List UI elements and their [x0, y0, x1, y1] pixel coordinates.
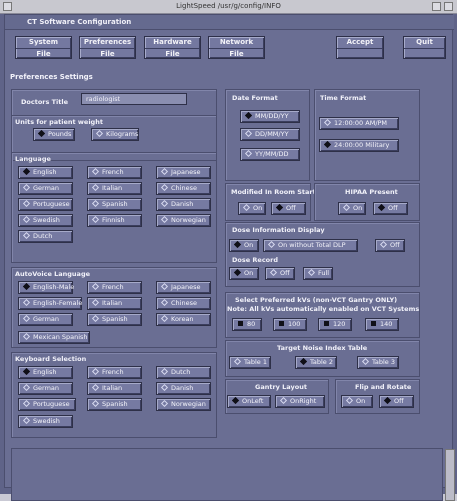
- keyboard-option-swedish[interactable]: [18, 415, 73, 428]
- option-label: Japanese: [171, 168, 201, 176]
- option-label: Off: [280, 269, 290, 277]
- time-format-label: Time Format: [320, 94, 367, 102]
- doctors-title-label: Doctors Title: [21, 98, 69, 106]
- option-label: On without Total DLP: [278, 241, 346, 249]
- message-area: [11, 448, 443, 501]
- radio-diamond-icon: [92, 315, 99, 322]
- option-label: On: [353, 204, 363, 212]
- keyboard-option-german[interactable]: [18, 382, 73, 395]
- language-option-spanish[interactable]: [87, 198, 142, 211]
- hipaa-option-off[interactable]: [373, 202, 408, 215]
- radio-diamond-icon: [245, 130, 252, 137]
- radio-diamond-icon: [23, 200, 30, 207]
- units-kilograms-label: Kilograms: [106, 130, 139, 138]
- time-format-option-12-00-00-am-pm[interactable]: [319, 117, 399, 130]
- doctors-title-input[interactable]: radiologist: [81, 93, 187, 105]
- radio-diamond-icon: [234, 269, 241, 276]
- language-option-norwegian[interactable]: [156, 214, 211, 227]
- radio-diamond-icon: [343, 204, 350, 211]
- date-format-label: Date Format: [232, 94, 278, 102]
- date-format-option-dd-mm-yy[interactable]: [240, 128, 300, 141]
- radio-diamond-icon: [23, 368, 30, 375]
- option-label: Norwegian: [171, 400, 206, 408]
- keyboard-option-english[interactable]: [18, 366, 73, 379]
- flip-label: Flip and Rotate: [355, 383, 412, 391]
- system-file-button[interactable]: [15, 36, 72, 59]
- option-label: Finnish: [102, 216, 125, 224]
- quit-button[interactable]: [403, 36, 446, 59]
- dose-record-option-on[interactable]: [229, 267, 259, 280]
- kv-option-140[interactable]: [365, 318, 399, 331]
- option-label: Table 2: [310, 358, 334, 366]
- option-label: English: [33, 168, 57, 176]
- radio-diamond-icon: [92, 216, 99, 223]
- dose-record-option-off[interactable]: [265, 267, 295, 280]
- accept-label: Accept: [337, 37, 383, 49]
- hipaa-option-on[interactable]: [338, 202, 366, 215]
- preferences-file-button[interactable]: [79, 36, 136, 59]
- keyboard-label: Keyboard Selection: [15, 355, 87, 363]
- units-kilograms-option[interactable]: [91, 128, 139, 141]
- radio-diamond-icon: [380, 241, 387, 248]
- radio-diamond-icon: [23, 384, 30, 391]
- radio-diamond-icon: [92, 384, 99, 391]
- option-label: 140: [380, 320, 393, 328]
- autovoice-label: AutoVoice Language: [15, 270, 91, 278]
- radio-diamond-icon: [23, 400, 30, 407]
- kv-label-2: Note: All kVs automatically enabled on VCT Systems: [227, 305, 420, 313]
- noise-label: Target Noise Index Table: [277, 344, 368, 352]
- radio-diamond-icon: [362, 358, 369, 365]
- units-label: Units for patient weight: [15, 118, 103, 126]
- option-label: OnLeft: [242, 397, 264, 405]
- autovoice-option-korean[interactable]: [156, 313, 211, 326]
- noise-option-table-2[interactable]: [295, 356, 337, 369]
- option-label: DD/MM/YY: [255, 130, 289, 138]
- option-label: Spanish: [102, 400, 128, 408]
- option-label: French: [102, 368, 124, 376]
- radio-diamond-icon: [324, 119, 331, 126]
- radio-diamond-icon: [346, 397, 353, 404]
- radio-diamond-icon: [268, 241, 275, 248]
- option-label: English-Male: [33, 283, 75, 291]
- flip-option-on[interactable]: [341, 395, 373, 408]
- radio-diamond-icon: [23, 333, 30, 340]
- option-label: Off: [388, 204, 398, 212]
- modified-option-off[interactable]: [271, 202, 306, 215]
- option-label: Chinese: [171, 184, 197, 192]
- option-label: 80: [247, 320, 256, 328]
- radio-diamond-icon: [92, 283, 99, 290]
- noise-option-table-3[interactable]: [357, 356, 399, 369]
- keyboard-option-french[interactable]: [87, 366, 142, 379]
- option-label: Spanish: [102, 200, 128, 208]
- radio-diamond-icon: [23, 417, 30, 424]
- radio-diamond-icon: [324, 141, 331, 148]
- option-label: YY/MM/DD: [255, 150, 289, 158]
- option-label: MM/DD/YY: [255, 112, 289, 120]
- radio-diamond-icon: [245, 150, 252, 157]
- option-label: Danish: [171, 384, 194, 392]
- hardware-file-button[interactable]: [144, 36, 201, 59]
- option-label: On: [356, 397, 366, 405]
- autovoice-option-italian[interactable]: [87, 297, 142, 310]
- radio-diamond-icon: [161, 200, 168, 207]
- language-option-portuguese[interactable]: [18, 198, 73, 211]
- radio-diamond-icon: [23, 168, 30, 175]
- radio-diamond-icon: [92, 200, 99, 207]
- option-label: 24:00:00 Military: [334, 141, 390, 149]
- maximize-icon[interactable]: [444, 2, 453, 11]
- option-label: 12:00:00 AM/PM: [334, 119, 388, 127]
- keyboard-option-italian[interactable]: [87, 382, 142, 395]
- language-option-danish[interactable]: [156, 198, 211, 211]
- dose-info-option-on[interactable]: [229, 239, 259, 252]
- vertical-scrollbar[interactable]: [445, 449, 455, 501]
- option-label: 100: [288, 320, 301, 328]
- gantry-option-onleft[interactable]: [227, 395, 271, 408]
- option-label: Italian: [102, 299, 123, 307]
- window-title: LightSpeed /usr/g/config/INFO: [176, 2, 281, 10]
- system-sub: File: [36, 50, 51, 58]
- option-label: On: [244, 241, 254, 249]
- radio-diamond-icon: [161, 216, 168, 223]
- dose-record-label: Dose Record: [232, 256, 278, 264]
- time-format-panel: [314, 89, 420, 181]
- radio-diamond-icon: [161, 368, 168, 375]
- keyboard-option-norwegian[interactable]: [156, 398, 211, 411]
- option-label: Portuguese: [33, 400, 70, 408]
- radio-diamond-icon: [232, 397, 239, 404]
- language-option-italian[interactable]: [87, 182, 142, 195]
- option-label: On: [244, 269, 254, 277]
- date-format-option-mm-dd-yy[interactable]: [240, 110, 300, 123]
- gantry-label: Gantry Layout: [255, 383, 307, 391]
- gantry-option-onright[interactable]: [275, 395, 325, 408]
- option-label: Italian: [102, 384, 123, 392]
- option-label: 120: [333, 320, 346, 328]
- preferences-sub: File: [100, 50, 115, 58]
- option-label: OnRight: [290, 397, 317, 405]
- option-label: French: [102, 168, 124, 176]
- date-format-option-yy-mm-dd[interactable]: [240, 148, 300, 161]
- app-title: CT Software Configuration: [27, 18, 132, 26]
- language-option-japanese[interactable]: [156, 166, 211, 179]
- option-label: Italian: [102, 184, 123, 192]
- option-label: German: [33, 315, 60, 323]
- app-header: [5, 15, 454, 30]
- dose-info-option-on-without-total-dlp[interactable]: [263, 239, 358, 252]
- checkbox-icon: [371, 321, 376, 326]
- autovoice-option-chinese[interactable]: [156, 297, 211, 310]
- radio-diamond-icon: [161, 168, 168, 175]
- language-option-english[interactable]: [18, 166, 73, 179]
- radio-diamond-icon: [23, 184, 30, 191]
- network-file-button[interactable]: [208, 36, 265, 59]
- hardware-label: Hardware: [145, 37, 200, 49]
- option-label: English-Female: [33, 299, 83, 307]
- checkbox-icon: [279, 321, 284, 326]
- radio-diamond-icon: [234, 358, 241, 365]
- radio-diamond-icon: [308, 269, 315, 276]
- language-option-swedish[interactable]: [18, 214, 73, 227]
- preferences-settings-title: Preferences Settings: [10, 73, 93, 81]
- network-label: Network: [209, 37, 264, 49]
- kv-option-100[interactable]: [273, 318, 307, 331]
- option-label: Spanish: [102, 315, 128, 323]
- hipaa-label: HIPAA Present: [345, 188, 398, 196]
- flip-option-off[interactable]: [379, 395, 414, 408]
- radio-diamond-icon: [92, 368, 99, 375]
- language-option-dutch[interactable]: [18, 230, 73, 243]
- option-label: Swedish: [33, 417, 60, 425]
- autovoice-option-french[interactable]: [87, 281, 142, 294]
- kv-label-1: Select Preferred kVs (non-VCT Gantry ONLY): [235, 296, 398, 304]
- language-label: Language: [15, 155, 51, 163]
- option-label: Portuguese: [33, 200, 70, 208]
- option-label: Danish: [171, 200, 194, 208]
- units-pounds-option[interactable]: [33, 128, 75, 141]
- autovoice-option-japanese[interactable]: [156, 281, 211, 294]
- modified-label: Modified In Room Start: [231, 188, 316, 196]
- time-format-option-24-00-00-military[interactable]: [319, 139, 399, 152]
- checkbox-icon: [238, 321, 243, 326]
- autovoice-option-english-male[interactable]: [18, 281, 73, 294]
- radio-diamond-icon: [280, 397, 287, 404]
- system-label: System: [16, 37, 71, 49]
- radio-diamond-icon: [161, 315, 168, 322]
- main-area: [4, 14, 453, 488]
- radio-diamond-icon: [234, 241, 241, 248]
- option-label: Dutch: [33, 232, 53, 240]
- preferences-label: Preferences: [80, 37, 135, 49]
- radio-diamond-icon: [161, 283, 168, 290]
- autovoice-option-german[interactable]: [18, 313, 73, 326]
- option-label: Japanese: [171, 283, 201, 291]
- option-label: Off: [286, 204, 296, 212]
- checkbox-icon: [324, 321, 329, 326]
- radio-diamond-icon: [270, 269, 277, 276]
- noise-option-table-1[interactable]: [229, 356, 271, 369]
- dose-record-option-full[interactable]: [303, 267, 333, 280]
- radio-diamond-icon: [23, 216, 30, 223]
- option-label: Mexican Spanish: [33, 333, 88, 341]
- radio-diamond-icon: [378, 204, 385, 211]
- autovoice-option-english-female[interactable]: [18, 297, 82, 310]
- option-label: Swedish: [33, 216, 60, 224]
- radio-diamond-icon: [92, 400, 99, 407]
- language-option-finnish[interactable]: [87, 214, 142, 227]
- dose-info-label: Dose Information Display: [232, 226, 325, 234]
- option-label: English: [33, 368, 57, 376]
- radio-diamond-icon: [23, 315, 30, 322]
- radio-diamond-icon: [300, 358, 307, 365]
- option-label: Off: [394, 397, 404, 405]
- units-pounds-label: Pounds: [48, 130, 72, 138]
- window-menu-icon[interactable]: [3, 2, 12, 11]
- radio-diamond-icon: [161, 299, 168, 306]
- window-titlebar[interactable]: [0, 0, 457, 14]
- option-label: Table 1: [244, 358, 268, 366]
- language-option-french[interactable]: [87, 166, 142, 179]
- minimize-icon[interactable]: [432, 2, 441, 11]
- radio-diamond-icon: [161, 384, 168, 391]
- option-label: Table 3: [372, 358, 396, 366]
- autovoice-option-spanish[interactable]: [87, 313, 142, 326]
- language-option-chinese[interactable]: [156, 182, 211, 195]
- keyboard-option-dutch[interactable]: [156, 366, 211, 379]
- option-label: Full: [318, 269, 330, 277]
- option-label: German: [33, 184, 60, 192]
- dose-info-option-off[interactable]: [375, 239, 405, 252]
- radio-diamond-icon: [92, 299, 99, 306]
- keyboard-option-spanish[interactable]: [87, 398, 142, 411]
- option-label: French: [102, 283, 124, 291]
- radio-diamond-icon: [245, 112, 252, 119]
- keyboard-option-portuguese[interactable]: [18, 398, 76, 411]
- network-sub: File: [229, 50, 244, 58]
- keyboard-option-danish[interactable]: [156, 382, 211, 395]
- hardware-sub: File: [165, 50, 180, 58]
- accept-button[interactable]: [336, 36, 384, 59]
- autovoice-option-mexican-spanish[interactable]: [18, 331, 90, 344]
- radio-diamond-icon: [161, 400, 168, 407]
- option-label: Norwegian: [171, 216, 206, 224]
- option-label: Dutch: [171, 368, 191, 376]
- option-label: Off: [390, 241, 400, 249]
- quit-label: Quit: [404, 37, 445, 49]
- language-option-german[interactable]: [18, 182, 73, 195]
- radio-diamond-icon: [92, 168, 99, 175]
- option-label: Chinese: [171, 299, 197, 307]
- option-label: German: [33, 384, 60, 392]
- radio-diamond-icon: [384, 397, 391, 404]
- radio-diamond-icon: [23, 283, 30, 290]
- option-label: Korean: [171, 315, 194, 323]
- modified-option-on[interactable]: [238, 202, 266, 215]
- radio-diamond-icon: [23, 299, 30, 306]
- kv-option-120[interactable]: [318, 318, 352, 331]
- radio-diamond-icon: [92, 184, 99, 191]
- radio-diamond-icon: [243, 204, 250, 211]
- radio-diamond-icon: [276, 204, 283, 211]
- radio-diamond-icon: [161, 184, 168, 191]
- kv-option-80[interactable]: [232, 318, 262, 331]
- option-label: On: [253, 204, 263, 212]
- radio-diamond-icon: [23, 232, 30, 239]
